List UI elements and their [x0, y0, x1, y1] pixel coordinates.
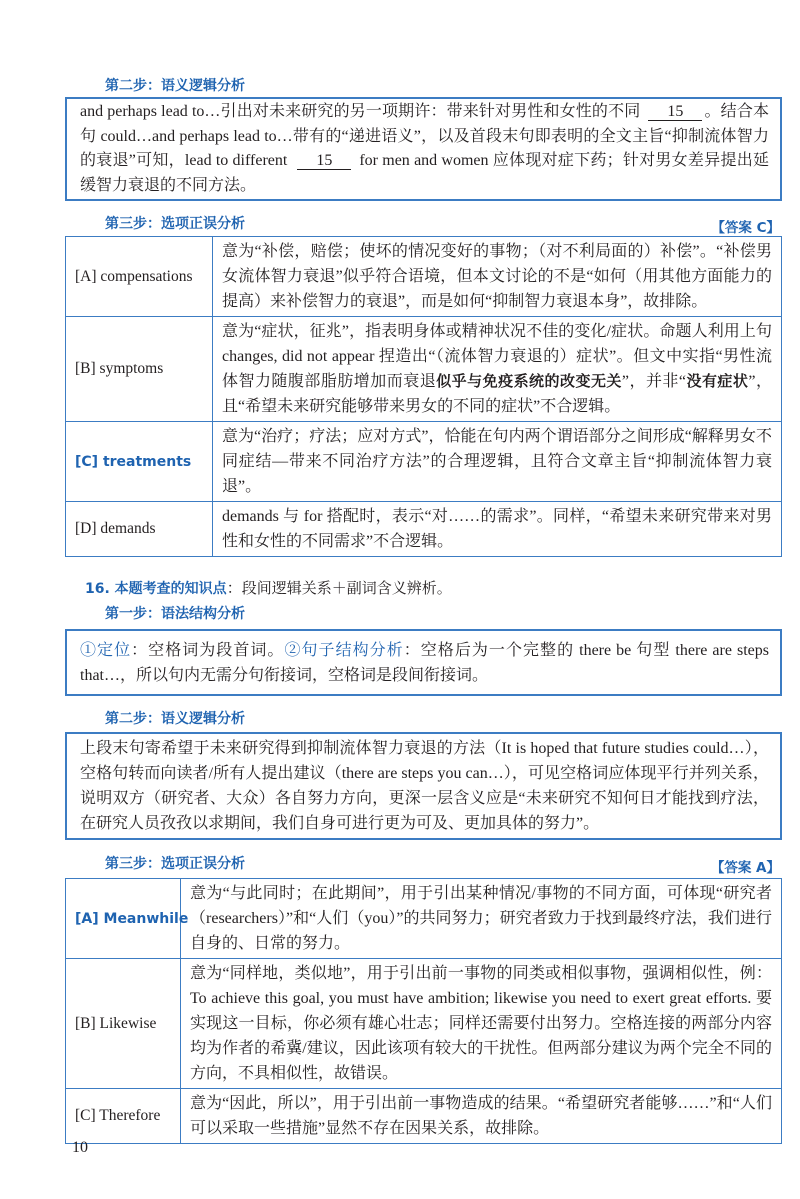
option-explanation: 意为“因此，所以”，用于引出前一事物造成的结果。“希望研究者能够……”和“人们可以采取一些措施”显然不存在因果关系，故排除。 — [181, 1089, 782, 1144]
option-row-c — [66, 422, 782, 502]
explanation-text: 意为“症状，征兆”，指表明身体或精神状况不佳的变化/症状。命题人利用上句 changes, did not appear 捏造出“（流体智力衰退的）症状”。但文中实指“男性流体智力随腹部脂肪增加而衰退 — [222, 323, 772, 390]
correct-option-label: [C] treatments — [66, 422, 213, 502]
locate-marker: ①定位 — [80, 642, 132, 659]
page-number: 10 — [72, 1139, 88, 1156]
option-row-b — [66, 317, 782, 422]
explanation-text: ”，并非“ — [621, 373, 686, 390]
page-content — [65, 0, 782, 1144]
option-row-b — [66, 959, 782, 1089]
q16-step2-heading: 第二步：语义逻辑分析 — [105, 711, 245, 727]
q16-heading: 16. 本题考查的知识点 — [85, 581, 227, 597]
q16-topic: ：段间逻辑关系＋副词含义辨析。 — [226, 581, 452, 597]
option-row-c — [66, 1089, 782, 1144]
q15-step2-text-c: for men and women 应体现对症下药；针对男女差异提出延缓智力衰退的不同方法。 — [80, 152, 769, 194]
option-label: [D] demands — [66, 502, 213, 557]
option-label: [B] Likewise — [66, 959, 181, 1089]
option-row-a — [66, 237, 782, 317]
explanation-text: ”，且“希望未来研究能够带来男女的不同的症状”不合逻辑。 — [222, 373, 772, 415]
answer-blank: 15 — [297, 152, 351, 170]
q16-semantic-logic-box: 上段末句寄希望于未来研究得到抑制流体智力衰退的方法（It is hoped that future studies could…），空格句转而向读者/所有人提出建议（there are steps you can…），可见空格词应体现平行并列关系，说明双方（研究者、大众）各自努力方向，更深一层含义应是“未来研究不知何日才能找到疗法，在研究人员孜孜以求期间，我们自身可进行更为可及、更加具体的努力”。 — [65, 732, 782, 840]
answer-blank: 15 — [648, 103, 702, 121]
q15-step2-heading: 第二步：语义逻辑分析 — [105, 78, 245, 94]
emphasis-text: 没有症状 — [686, 372, 749, 390]
option-explanation: 意为“治疗；疗法；应对方式”，恰能在句内两个谓语部分之间形成“解释男女不同症结—带来不同治疗方法”的合理逻辑，且符合文章主旨“抑制流体智力衰退”。 — [213, 422, 782, 502]
step1-text: ：空格后为一个完整的 there be 句型 there are steps that…，所以句内无需分句衔接词，空格词是段间衔接词。 — [80, 642, 769, 684]
q15-step3-header — [65, 214, 782, 236]
option-explanation: demands 与 for 搭配时，表示“对……的需求”。同样，“希望未来研究带来对男性和女性的不同需求”不合逻辑。 — [213, 502, 782, 557]
option-explanation — [213, 317, 782, 422]
emphasis-text: 似乎与免疫系统的改变无关 — [436, 372, 622, 390]
q15-step3-heading: 第三步：选项正误分析 — [105, 216, 245, 232]
q16-step1-heading: 第一步：语法结构分析 — [105, 606, 245, 622]
option-row-d — [66, 502, 782, 557]
q15-step2-text-a: and perhaps lead to…引出对未来研究的另一项期许：带来针对男性和女性的不同 — [80, 103, 641, 120]
q16-options-table — [65, 878, 782, 1144]
option-explanation: 意为“同样地，类似地”，用于引出前一事物的同类或相似事物，强调相似性，例：To achieve this goal, you must have ambition; likewise you need to exert great efforts. 要实现这一目标，你必须有雄心壮志；同样还需要付出努力。空格连接的两部分内容均为作者的希冀/建议，因此该项有较大的干扰性。但两部分建议为两个完全不同的方向，不具相似性，故错误。 — [181, 959, 782, 1089]
structure-marker: ②句子结构分析 — [284, 642, 404, 659]
option-explanation: 意为“与此同时；在此期间”，用于引出某种情况/事物的不同方面，可体现“研究者（researchers）”和“人们（you）”的共同努力；研究者致力于找到最终疗法，我们进行自身的、日常的努力。 — [181, 879, 782, 959]
q15-semantic-logic-box — [65, 97, 782, 201]
step1-text: ：空格词为段首词。 — [131, 642, 285, 659]
q15-step2-text-b: 。结合本句 could…and perhaps lead to…带有的“递进语义”，以及首段末句即表明的全文主旨“抑制流体智力的衰退”可知，lead to different — [80, 103, 769, 169]
q16-step3-heading: 第三步：选项正误分析 — [105, 856, 245, 872]
option-label: [A] compensations — [66, 237, 213, 317]
q16-step3-header — [65, 854, 782, 876]
q15-options-table — [65, 236, 782, 557]
q15-answer-badge: 【答案 C】 — [711, 220, 780, 236]
q16-answer-badge: 【答案 A】 — [710, 860, 780, 876]
q16-grammar-structure-box — [65, 629, 782, 696]
correct-option-label: [A] Meanwhile — [66, 879, 181, 959]
option-row-a — [66, 879, 782, 959]
option-label: [B] symptoms — [66, 317, 213, 422]
option-label: [C] Therefore — [66, 1089, 181, 1144]
q16-title — [65, 579, 782, 599]
option-explanation: 意为“补偿，赔偿；使坏的情况变好的事物；（对不利局面的）补偿”。“补偿男女流体智力衰退”似乎符合语境，但本文讨论的不是“如何（用其他方面能力的提高）来补偿智力的衰退”，而是如何“抑制智力衰退本身”，故排除。 — [213, 237, 782, 317]
